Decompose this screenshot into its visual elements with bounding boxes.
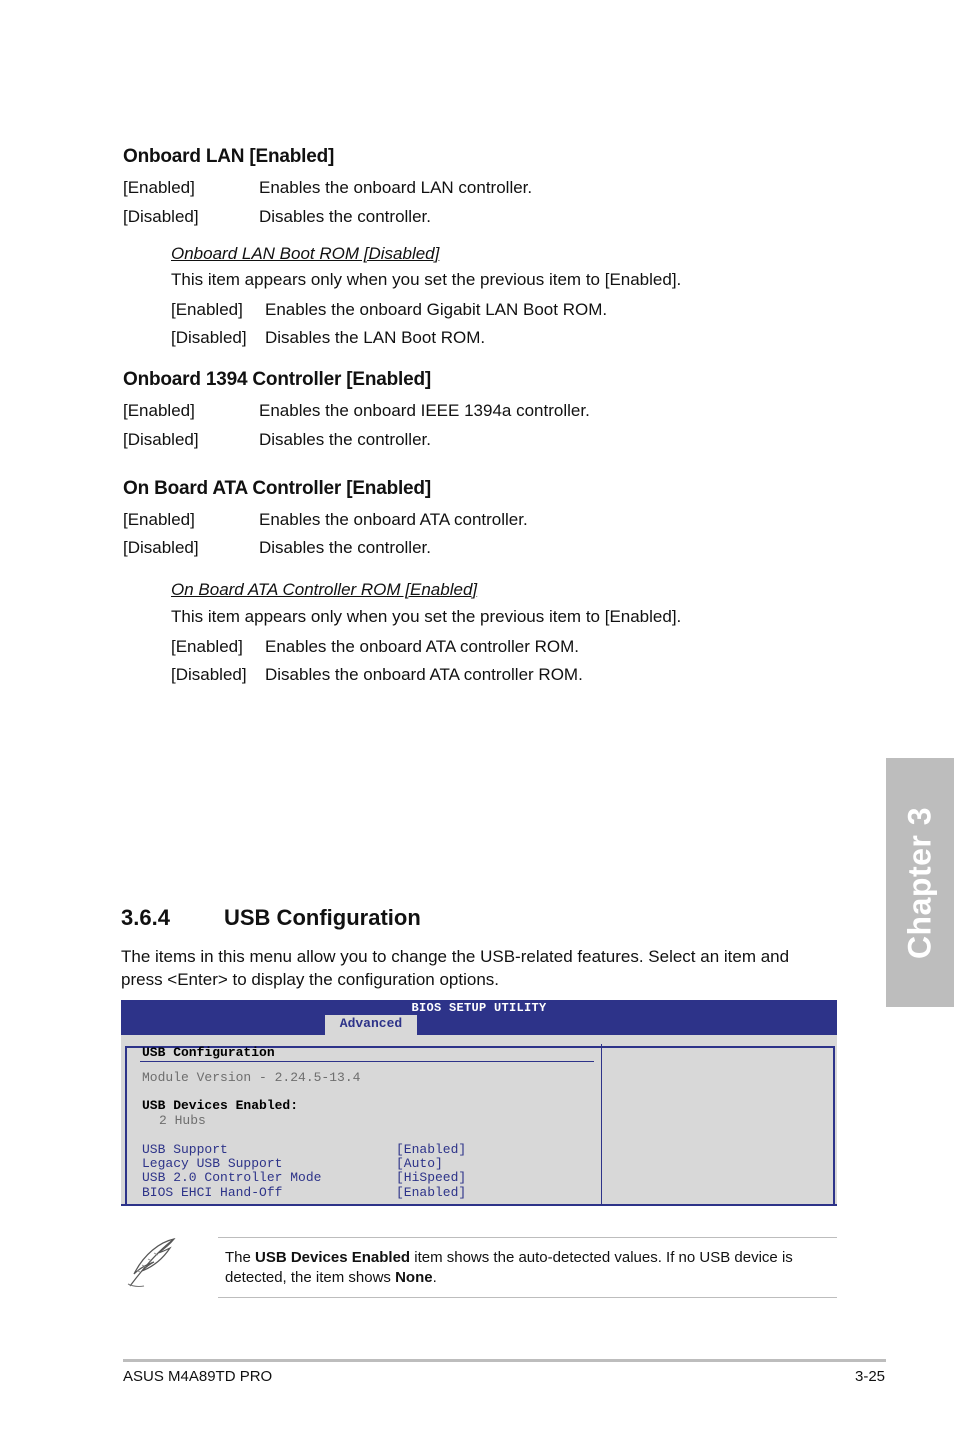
option-key: [Enabled] xyxy=(123,178,195,197)
option-desc: Disables the LAN Boot ROM. xyxy=(265,328,486,347)
sub-intro: This item appears only when you set the previous item to [Enabled]. xyxy=(171,270,682,289)
subheading-lan-boot-rom: Onboard LAN Boot ROM [Disabled] xyxy=(171,244,440,263)
bios-item-legacy-usb[interactable]: Legacy USB Support xyxy=(142,1156,283,1171)
option-desc: Enables the onboard Gigabit LAN Boot ROM. xyxy=(265,300,608,319)
option-key: [Disabled] xyxy=(123,538,199,557)
section-intro-line1: The items in this menu allow you to change the USB-related features. Select an item and xyxy=(121,947,790,966)
bios-item-usb2-mode[interactable]: USB 2.0 Controller Mode xyxy=(142,1170,322,1185)
section-title: USB Configuration xyxy=(224,905,421,930)
option-desc: Disables the controller. xyxy=(259,430,431,449)
bios-tab-advanced[interactable]: Advanced xyxy=(325,1015,417,1035)
option-desc: Enables the onboard ATA controller ROM. xyxy=(265,637,580,656)
bios-item-ehci-handoff[interactable]: BIOS EHCI Hand-Off xyxy=(142,1185,283,1200)
option-key: [Disabled] xyxy=(171,665,247,684)
bios-title: BIOS SETUP UTILITY xyxy=(411,1001,547,1015)
subheading-ata-rom: On Board ATA Controller ROM [Enabled] xyxy=(171,580,478,599)
bios-devices-value: 2 Hubs xyxy=(159,1113,206,1128)
bios-value-ehci-handoff[interactable]: [Enabled] xyxy=(396,1185,467,1200)
note-text-line2: detected, the item shows xyxy=(225,1269,396,1286)
note-text xyxy=(225,1248,825,1288)
bios-value-legacy-usb[interactable]: [Auto] xyxy=(396,1156,443,1171)
bios-heading-underline xyxy=(140,1061,594,1062)
note-text-pre: The xyxy=(225,1249,256,1266)
bios-divider xyxy=(601,1044,602,1206)
option-key: [Disabled] xyxy=(123,430,199,449)
note-bottom-rule xyxy=(218,1297,837,1298)
feather-pen-icon xyxy=(120,1234,180,1294)
heading-onboard-1394: Onboard 1394 Controller [Enabled] xyxy=(123,369,432,390)
bios-value-usb2-mode[interactable]: [HiSpeed] xyxy=(396,1170,467,1185)
option-desc: Enables the onboard IEEE 1394a controller. xyxy=(259,401,590,420)
bios-value-usb-support[interactable]: [Enabled] xyxy=(396,1142,467,1157)
note-text-end: . xyxy=(432,1269,437,1286)
option-key: [Disabled] xyxy=(123,207,199,226)
footer-page-number: 3-25 xyxy=(855,1368,886,1385)
heading-onboard-ata: On Board ATA Controller [Enabled] xyxy=(123,478,431,499)
bios-item-usb-support[interactable]: USB Support xyxy=(142,1142,228,1157)
section-intro-line2: press <Enter> to display the configuration options. xyxy=(121,970,500,989)
note-text-mid: item shows the auto-detected values. If no USB device is xyxy=(410,1249,793,1266)
sub-intro: This item appears only when you set the previous item to [Enabled]. xyxy=(171,607,682,626)
option-desc: Enables the onboard ATA controller. xyxy=(259,510,528,529)
bios-heading: USB Configuration xyxy=(142,1045,275,1060)
option-key: [Enabled] xyxy=(171,300,243,319)
option-key: [Enabled] xyxy=(123,401,195,420)
bios-screen xyxy=(121,1000,837,1206)
bios-bottom-border xyxy=(121,1204,837,1206)
option-key: [Enabled] xyxy=(123,510,195,529)
section-number: 3.6.4 xyxy=(121,905,170,930)
bios-module-version: Module Version - 2.24.5-13.4 xyxy=(142,1070,361,1085)
option-desc: Disables the onboard ATA controller ROM. xyxy=(265,665,583,684)
note-bold-none: None xyxy=(395,1269,433,1286)
option-key: [Disabled] xyxy=(171,328,247,347)
footer-product: ASUS M4A89TD PRO xyxy=(123,1368,273,1385)
footer-rule xyxy=(123,1359,886,1362)
option-desc: Disables the controller. xyxy=(259,538,431,557)
option-key: [Enabled] xyxy=(171,637,243,656)
chapter-tab xyxy=(886,758,954,1007)
note-top-rule xyxy=(218,1237,837,1238)
note-bold-usb-devices: USB Devices Enabled xyxy=(255,1249,411,1266)
heading-onboard-lan: Onboard LAN [Enabled] xyxy=(123,146,335,167)
option-desc: Disables the controller. xyxy=(259,207,431,226)
option-desc: Enables the onboard LAN controller. xyxy=(259,178,533,197)
bios-devices-label: USB Devices Enabled: xyxy=(142,1098,299,1113)
chapter-tab-label: Chapter 3 xyxy=(901,806,938,959)
